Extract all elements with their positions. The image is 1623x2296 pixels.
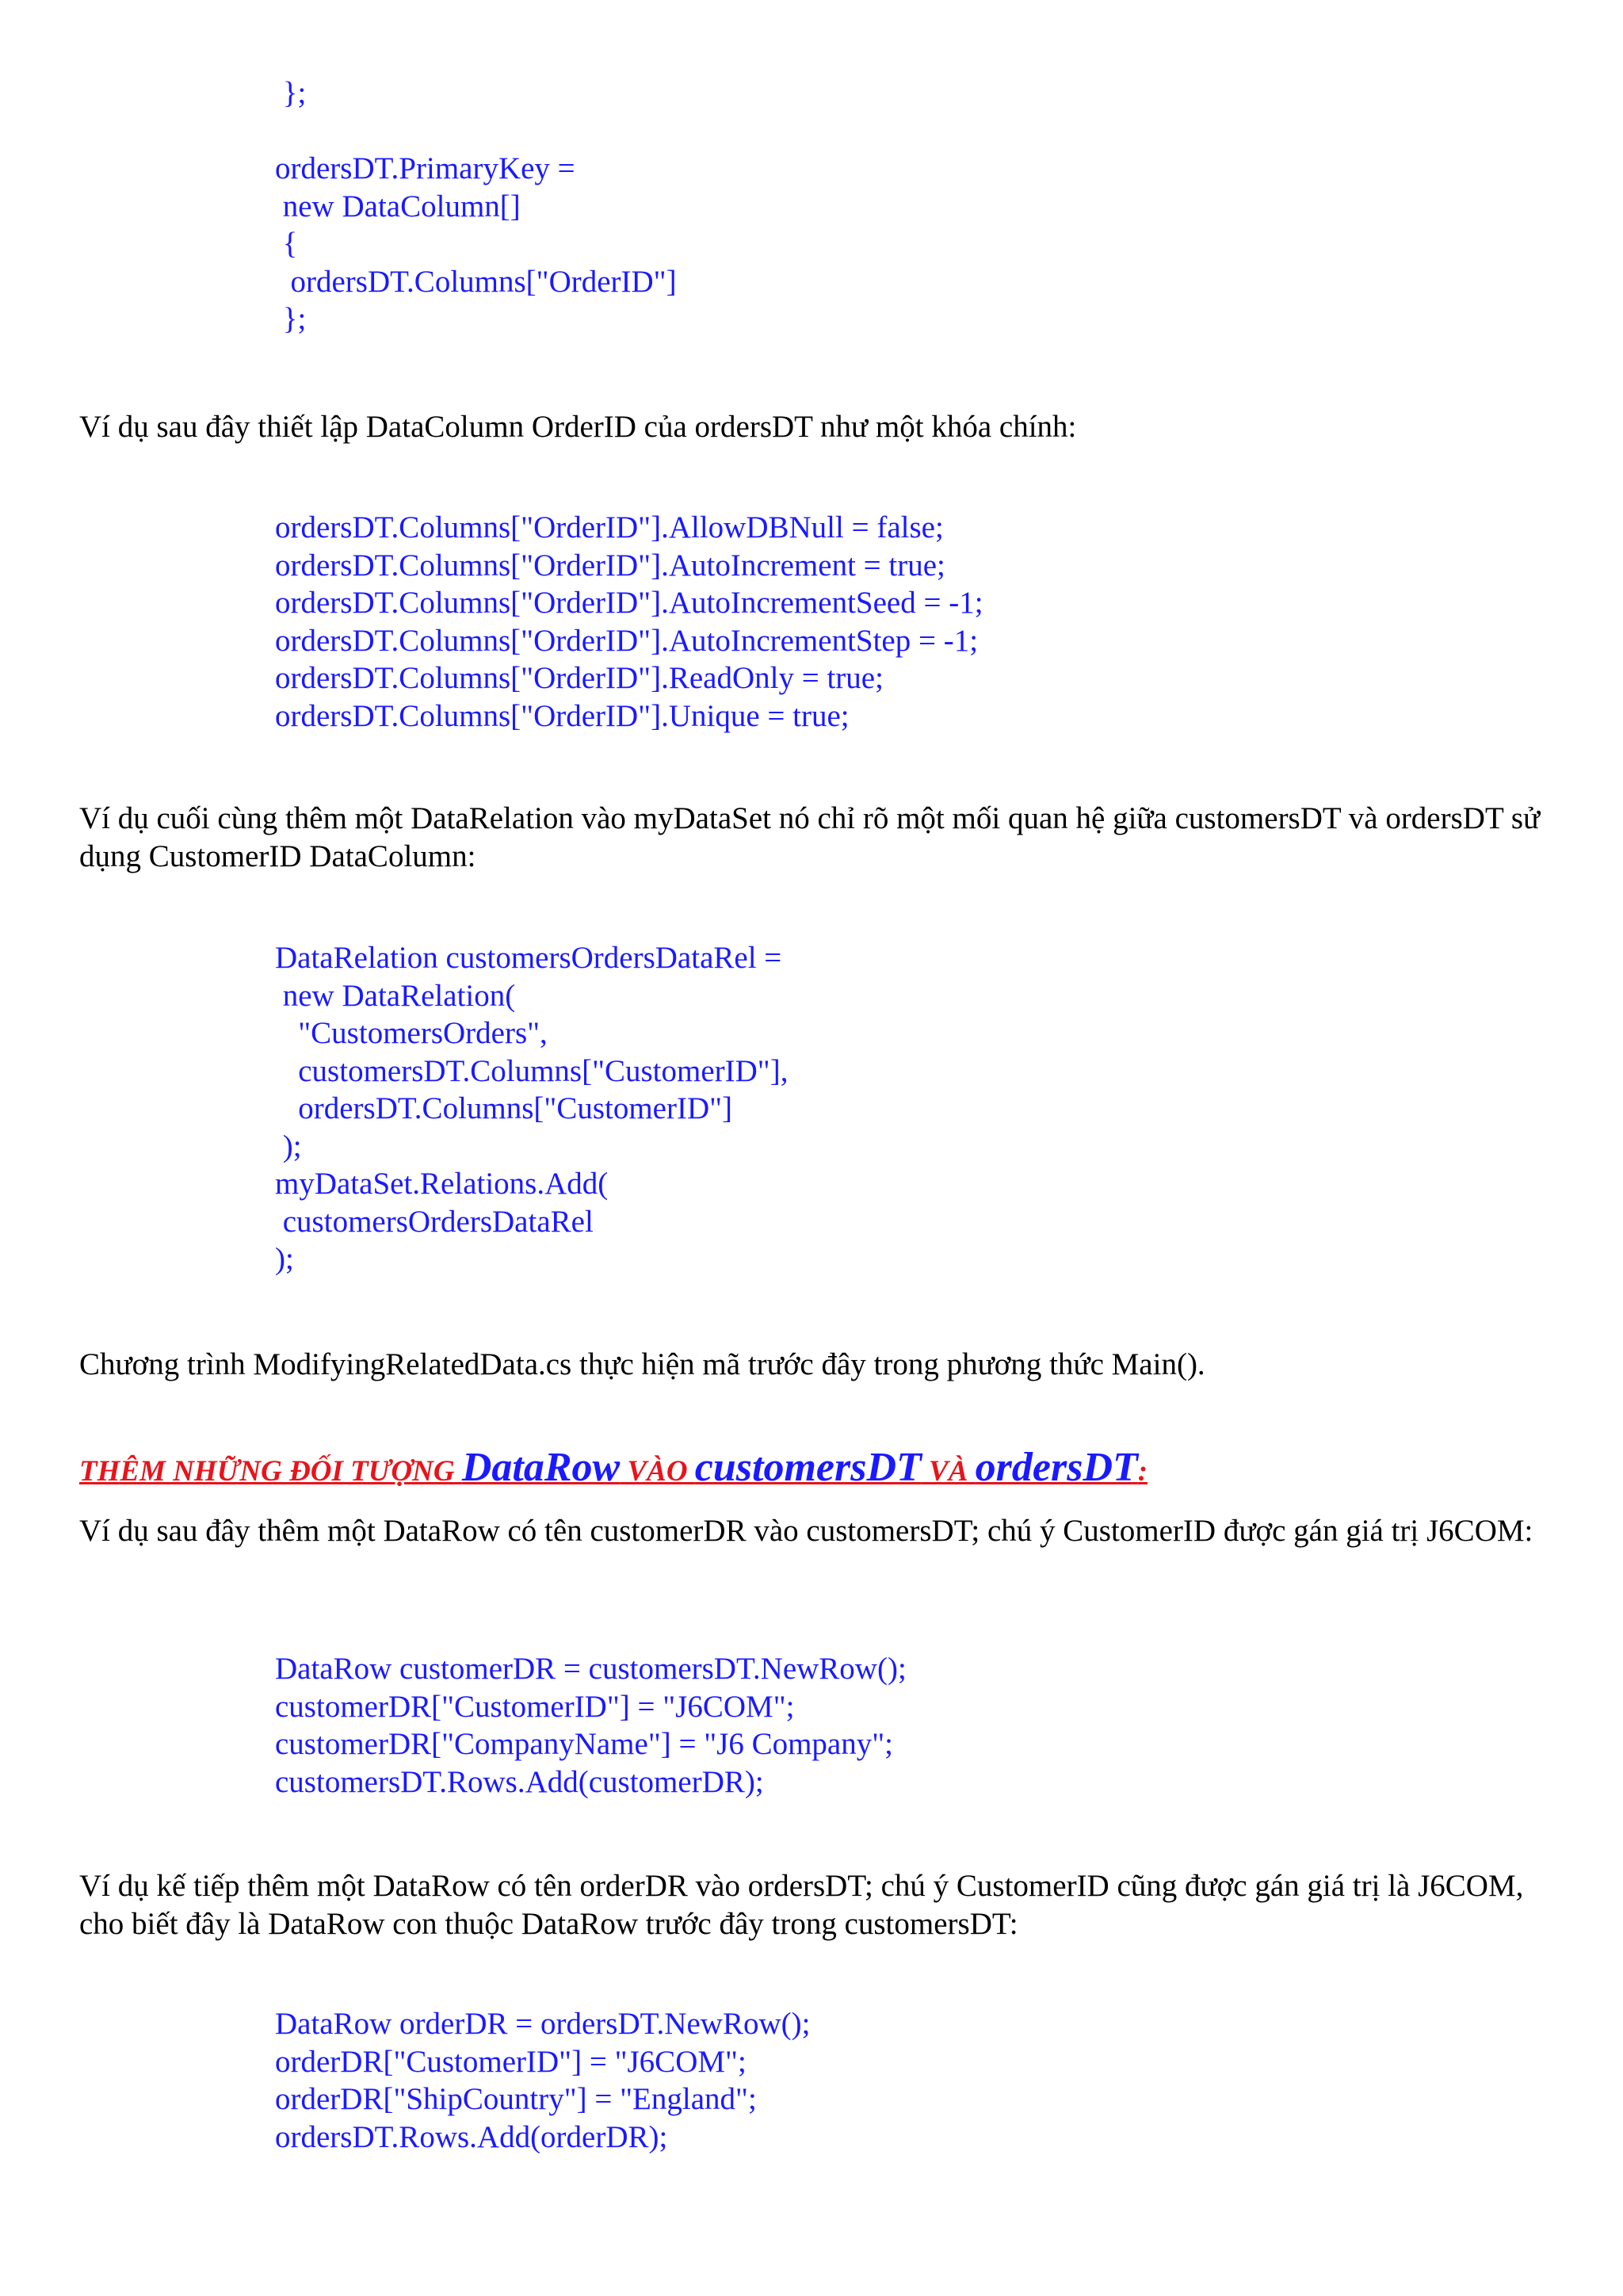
code-line: ordersDT.Columns["OrderID"] xyxy=(275,264,677,299)
code-block-data-relation xyxy=(275,939,788,1278)
code-line: orderDR["ShipCountry"] = "England"; xyxy=(275,2082,757,2116)
code-line: orderDR["CustomerID"] = "J6COM"; xyxy=(275,2044,747,2079)
code-line: ordersDT.Columns["OrderID"].ReadOnly = true; xyxy=(275,661,884,695)
paragraph-primary-key: Ví dụ sau đây thiết lập DataColumn OrderID của ordersDT như một khóa chính: xyxy=(79,410,1077,444)
code-line: customersDT.Rows.Add(customerDR); xyxy=(275,1764,764,1799)
code-block-primary-key xyxy=(275,74,677,338)
code-line: ordersDT.Columns["OrderID"].AutoIncrementStep = -1; xyxy=(275,623,979,658)
code-line: customersDT.Columns["CustomerID"], xyxy=(275,1053,789,1088)
paragraph-program-note: Chương trình ModifyingRelatedData.cs thực hiện mã trước đây trong phương thức Main(). xyxy=(79,1347,1205,1381)
code-line: ordersDT.Columns["OrderID"].AutoIncrement = true; xyxy=(275,548,945,583)
paragraph-order-row: Ví dụ kế tiếp thêm một DataRow có tên orderDR vào ordersDT; chú ý CustomerID cũng được gán giá trị là J6COM, cho biết đây là DataRow con thuộc DataRow trước đây trong customersDT: xyxy=(79,1869,1524,1941)
section-heading xyxy=(79,1444,1148,1501)
code-line: { xyxy=(275,227,298,261)
code-line: ordersDT.Columns["CustomerID"] xyxy=(275,1091,733,1125)
code-line: ordersDT.Columns["OrderID"].Unique = true; xyxy=(275,698,850,733)
code-line: customerDR["CustomerID"] = "J6COM"; xyxy=(275,1689,795,1724)
code-line: "CustomersOrders", xyxy=(275,1016,548,1050)
code-line: ordersDT.Columns["OrderID"].AutoIncrementSeed = -1; xyxy=(275,586,983,620)
code-line: }; xyxy=(275,302,307,336)
code-line: new DataColumn[] xyxy=(275,189,521,223)
code-line: customerDR["CompanyName"] = "J6 Company"; xyxy=(275,1727,893,1761)
code-line: DataRow customerDR = customersDT.NewRow(); xyxy=(275,1652,907,1686)
heading-part: : xyxy=(1137,1455,1148,1488)
code-line: myDataSet.Relations.Add( xyxy=(275,1167,609,1201)
heading-part: customersDT xyxy=(694,1445,922,1490)
code-line: customersOrdersDataRel xyxy=(275,1204,594,1239)
code-line: ordersDT.PrimaryKey = xyxy=(275,151,575,185)
code-line: DataRow orderDR = ordersDT.NewRow(); xyxy=(275,2007,811,2041)
code-block-customer-row xyxy=(275,1650,907,1801)
code-block-orderid-properties xyxy=(275,509,983,735)
code-line: new DataRelation( xyxy=(275,978,516,1013)
heading-part: ordersDT xyxy=(975,1445,1138,1490)
code-line: ordersDT.Columns["OrderID"].AllowDBNull = false; xyxy=(275,510,944,544)
paragraph-data-relation: Ví dụ cuối cùng thêm một DataRelation vào myDataSet nó chỉ rõ một mối quan hệ giữa customersDT và ordersDT sử dụng CustomerID DataColumn: xyxy=(79,801,1541,873)
heading-part: DataRow xyxy=(461,1445,621,1490)
heading-part: VÀO xyxy=(620,1455,695,1488)
code-line: DataRelation customersOrdersDataRel = xyxy=(275,941,782,975)
code-line: }; xyxy=(275,76,307,110)
heading-part: THÊM NHỮNG ĐỐI TƯỢNG xyxy=(79,1455,462,1488)
code-line: ordersDT.Rows.Add(orderDR); xyxy=(275,2119,668,2154)
heading-part: VÀ xyxy=(921,1455,976,1488)
paragraph-customer-row: Ví dụ sau đây thêm một DataRow có tên customerDR vào customersDT; chú ý CustomerID được gán giá trị J6COM: xyxy=(79,1514,1533,1548)
code-line: ); xyxy=(275,1129,302,1163)
code-block-order-row xyxy=(275,2005,810,2156)
code-line: ); xyxy=(275,1242,294,1276)
